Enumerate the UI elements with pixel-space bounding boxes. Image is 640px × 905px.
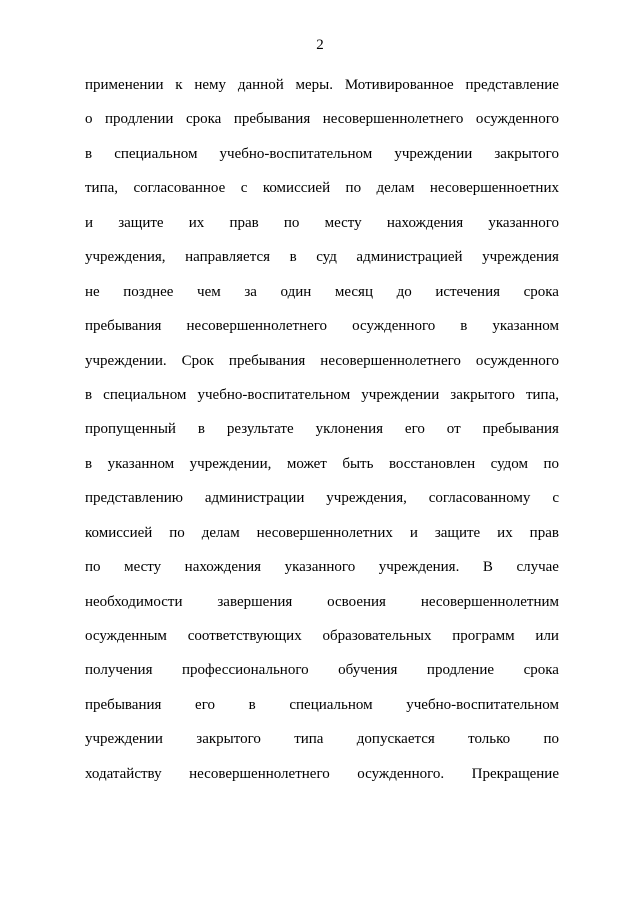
word: и [409, 524, 418, 541]
word: специальном [289, 696, 373, 713]
text-line [85, 729, 559, 763]
text-line-words [85, 385, 559, 405]
word: профессионального [182, 662, 309, 679]
text-line-words [85, 144, 559, 164]
word: срока [523, 662, 559, 679]
word: его [404, 421, 425, 438]
word: продлении [105, 111, 174, 128]
word: прав [529, 524, 559, 541]
word: учебно-воспитательном [406, 696, 559, 713]
document-text-body [85, 75, 559, 798]
text-line-words [85, 282, 559, 302]
word: учреждении [85, 731, 163, 748]
word: осужденного [352, 318, 436, 335]
word: срока [523, 283, 559, 300]
word: завершения [217, 593, 293, 610]
word: в [248, 696, 256, 713]
word: срока [185, 111, 222, 128]
word: Прекращение [471, 765, 559, 782]
word: позднее [123, 283, 174, 300]
text-line [85, 764, 559, 798]
word: их [188, 214, 205, 231]
word: учреждения. [378, 559, 460, 576]
text-line [85, 385, 559, 419]
word: комиссией [262, 180, 331, 197]
word: Срок [181, 352, 214, 369]
word: согласованное [133, 180, 226, 197]
word: указанного [284, 559, 356, 576]
word: только [468, 731, 511, 748]
text-line-words [85, 351, 559, 371]
word: с [240, 180, 248, 197]
text-line-words [85, 247, 559, 267]
word: пребывания [228, 352, 306, 369]
text-line [85, 316, 559, 350]
word: в [289, 249, 297, 266]
word: не [85, 283, 100, 300]
word: уклонения [315, 421, 383, 438]
word: нахождения [184, 559, 262, 576]
word: по [345, 180, 362, 197]
word: истечения [435, 283, 500, 300]
text-line [85, 523, 559, 557]
text-line-words [85, 729, 559, 749]
word: судом [490, 455, 528, 472]
word: согласованному [428, 490, 531, 507]
word: от [446, 421, 461, 438]
word: защите [434, 524, 481, 541]
word: пребывания [85, 696, 162, 713]
word: до [396, 283, 412, 300]
word: необходимости [85, 593, 183, 610]
word: меры. [295, 77, 334, 93]
text-line [85, 282, 559, 316]
text-line [85, 488, 559, 522]
word: программ [452, 628, 515, 644]
text-line [85, 178, 559, 212]
word: учреждении, [189, 455, 272, 472]
text-line-words [85, 557, 559, 577]
word: по [283, 214, 300, 231]
word: типа [294, 731, 324, 748]
word: нему [194, 77, 227, 93]
word: по [543, 455, 559, 472]
word: представление [465, 77, 559, 93]
text-line [85, 626, 559, 660]
text-line [85, 419, 559, 453]
word: закрытого [450, 386, 515, 403]
word: пребывания [482, 421, 559, 438]
word: специальном [114, 145, 198, 162]
word: защите [118, 214, 164, 231]
word: пропущенный [85, 421, 176, 438]
word: в [197, 421, 205, 438]
word: получения [85, 662, 153, 679]
word: учреждения [482, 249, 559, 266]
word: их [497, 524, 513, 541]
word: соответствующих [187, 628, 302, 644]
word: по [169, 524, 185, 541]
word: делам [376, 180, 415, 197]
word: прав [229, 214, 259, 231]
word: Мотивированное [344, 77, 454, 93]
word: в [85, 386, 93, 403]
text-line-words [85, 419, 559, 439]
word: несовершенноетних [429, 180, 559, 197]
word: с [552, 490, 559, 507]
word: нахождения [386, 214, 464, 231]
word: несовершеннолетних [256, 524, 393, 541]
word: к [175, 77, 183, 93]
word: комиссией [85, 524, 153, 541]
word: несовершеннолетним [420, 593, 559, 610]
text-line-words [85, 488, 559, 508]
word: В [482, 559, 493, 576]
text-line-words [85, 626, 559, 646]
text-line [85, 351, 559, 385]
word: типа, [525, 386, 559, 403]
word: указанного [488, 214, 559, 231]
word: указанном [492, 318, 559, 335]
word: несовершеннолетнего [322, 111, 464, 128]
word: данной [237, 77, 284, 93]
word: закрытого [196, 731, 261, 748]
word: продление [426, 662, 495, 679]
text-line [85, 592, 559, 626]
word: учреждении [394, 145, 473, 162]
word: месту [324, 214, 362, 231]
page-number: 2 [316, 37, 324, 53]
word: администрации [204, 490, 305, 507]
text-line-words [85, 75, 559, 95]
text-line [85, 213, 559, 247]
word: один [280, 283, 312, 300]
text-line-words [85, 178, 559, 198]
word: суд [316, 249, 337, 266]
word: администрацией [356, 249, 463, 266]
word: пребывания [233, 111, 311, 128]
text-line [85, 144, 559, 178]
word: месту [124, 559, 162, 576]
word: типа, [85, 180, 119, 197]
word: о [85, 111, 93, 128]
text-line [85, 660, 559, 694]
word: месяц [334, 283, 373, 300]
word: образовательных [322, 628, 432, 644]
word: учебно-воспитательном [219, 145, 373, 162]
word: несовершеннолетнего [320, 352, 461, 369]
word: закрытого [494, 145, 559, 162]
word: ходатайству [85, 765, 162, 782]
word: восстановлен [388, 455, 476, 472]
text-line-words [85, 316, 559, 336]
word: осужденного [475, 111, 559, 128]
word: осужденного. [357, 765, 445, 782]
text-line [85, 454, 559, 488]
word: пребывания [85, 318, 162, 335]
word: в [85, 145, 93, 162]
word: несовершеннолетнего [186, 318, 328, 335]
text-line-words [85, 523, 559, 543]
text-line-words [85, 764, 559, 784]
word: несовершеннолетнего [189, 765, 330, 782]
text-line-words [85, 660, 559, 680]
word: осужденного [475, 352, 559, 369]
word: указанном [107, 455, 175, 472]
word: за [244, 283, 257, 300]
word: представлению [85, 490, 183, 507]
word: результате [226, 421, 294, 438]
text-line-words [85, 213, 559, 233]
word: применении [85, 77, 164, 93]
text-line [85, 557, 559, 591]
word: чем [197, 283, 221, 300]
word: допускается [356, 731, 435, 748]
text-line-words [85, 454, 559, 474]
word: учреждении [361, 386, 440, 403]
text-line [85, 247, 559, 281]
word: осужденным [85, 628, 167, 644]
word: или [535, 628, 559, 644]
text-line-words [85, 109, 559, 129]
word: учреждения, [326, 490, 407, 507]
word: быть [342, 455, 374, 472]
text-line [85, 109, 559, 143]
word: учреждения, [85, 249, 166, 266]
word: по [85, 559, 101, 576]
word: в [85, 455, 93, 472]
word: учреждении. [85, 352, 167, 369]
word: учебно-воспитательном [197, 386, 351, 403]
word: делам [201, 524, 240, 541]
word: направляется [185, 249, 271, 266]
text-line [85, 75, 559, 109]
word: может [286, 455, 327, 472]
word: и [85, 214, 94, 231]
word: по [543, 731, 559, 748]
word: освоения [327, 593, 386, 610]
text-line [85, 695, 559, 729]
word: его [195, 696, 215, 713]
text-line-words [85, 695, 559, 715]
word: случае [516, 559, 559, 576]
word: обучения [338, 662, 398, 679]
word: специальном [103, 386, 187, 403]
word: в [460, 318, 468, 335]
text-line-words [85, 592, 559, 612]
